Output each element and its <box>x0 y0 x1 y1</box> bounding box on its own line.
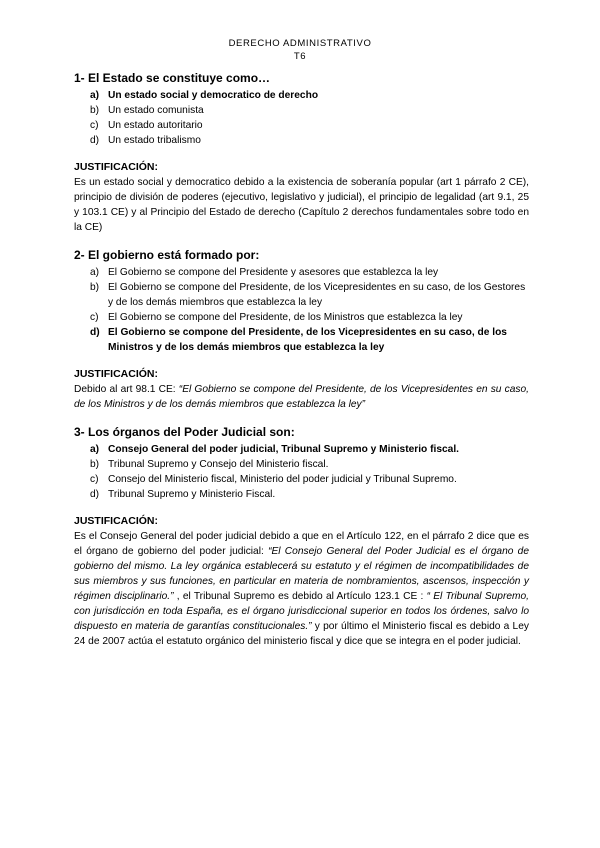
justification-text: , el Tribunal Supremo es debido al Artículo 123.1 CE : <box>173 591 427 602</box>
question-1-option-b <box>74 103 529 118</box>
justification-text: Es el Consejo General del poder judicial debido a que en el Artículo 122, en el párrafo 2 dice que es el órgano de gobierno del poder judicial: <box>74 531 529 557</box>
option-text: Un estado tribalismo <box>108 135 201 146</box>
option-text: Tribunal Supremo y Ministerio Fiscal. <box>108 489 276 500</box>
question-1-title: 1- El Estado se constituye como… <box>74 71 271 85</box>
question-1-option-d <box>74 133 529 148</box>
question-2-option-b <box>74 280 529 310</box>
justification-text: Debido al art 98.1 CE: <box>74 384 179 395</box>
option-text: El Gobierno se compone del Presidente, de los Vicepresidentes en su caso, de los Ministros y de los demás miembros que establezca la ley <box>108 327 507 353</box>
option-text: El Gobierno se compone del Presidente, de los Vicepresidentes en su caso, de los Gestores y de los demás miembros que establezca la ley <box>108 282 526 308</box>
option-text: Consejo del Ministerio fiscal, Ministerio del poder judicial y Tribunal Supremo. <box>108 474 457 485</box>
question-1-option-c <box>74 118 529 133</box>
option-letter: b) <box>90 459 100 470</box>
document-header-title: DERECHO ADMINISTRATIVO <box>228 38 372 49</box>
option-letter: c) <box>90 474 99 485</box>
question-1-option-a <box>74 88 529 103</box>
option-text: Consejo General del poder judicial, Tribunal Supremo y Ministerio fiscal. <box>108 444 459 455</box>
justification-quote: “El Consejo General del Poder Judicial es el órgano de gobierno del mismo. La ley orgánica establecerá su estatuto y el régimen de incompatibilidades de sus miembros y sus funciones, en particular en materia de nombramientos, ascensos, inspección y régimen disciplinario.” <box>74 546 530 602</box>
question-1-options <box>74 88 529 148</box>
justification-quote: “El Gobierno se compone del Presidente, de los Vicepresidentes en su caso, de los Ministros y de los demás miembros que establezca la ley” <box>74 384 529 410</box>
option-text: Un estado social y democratico de derecho <box>108 90 319 101</box>
justification-text: y por último el Ministerio fiscal es debido a Ley 24 de 2007 actúa el estatuto orgánico del ministerio fiscal y dice que se integra en el poder judicial. <box>74 621 529 647</box>
document-header-subtitle: T6 <box>293 51 307 62</box>
question-1-justification <box>74 175 529 235</box>
option-letter: d) <box>90 489 100 500</box>
question-3-title: 3- Los órganos del Poder Judicial son: <box>74 425 295 439</box>
question-2-justification-title: JUSTIFICACIÓN: <box>74 368 158 380</box>
option-letter: d) <box>90 327 100 338</box>
question-3-option-a <box>74 442 529 457</box>
question-2-option-a <box>74 265 529 280</box>
document-content <box>74 71 529 649</box>
question-2-justification <box>74 382 529 412</box>
option-letter: a) <box>90 444 100 455</box>
option-text: El Gobierno se compone del Presidente, de los Ministros que establezca la ley <box>108 312 463 323</box>
question-2-title: 2- El gobierno está formado por: <box>74 248 260 262</box>
question-1-justification-title: JUSTIFICACIÓN: <box>74 161 158 173</box>
option-letter: c) <box>90 312 99 323</box>
question-2-option-d <box>74 325 529 355</box>
question-2-options <box>74 265 529 355</box>
question-3-option-c <box>74 472 529 487</box>
option-text: El Gobierno se compone del Presidente y asesores que establezca la ley <box>108 267 439 278</box>
justification-text: Es un estado social y democratico debido a la existencia de soberanía popular (art 1 párrafo 2 CE), principio de división de poderes (ejecutivo, legislativo y judicial), el principio de legalidad (art 9.1, 25 y 103.1 CE) y al Principio del Estado de derecho (Capítulo 2 derechos fundamentales sobre todo en la CE) <box>74 177 529 233</box>
question-2-option-c <box>74 310 529 325</box>
option-letter: b) <box>90 105 100 116</box>
question-3-justification <box>74 529 529 649</box>
option-letter: c) <box>90 120 99 131</box>
option-letter: d) <box>90 135 100 146</box>
option-text: Tribunal Supremo y Consejo del Ministerio fiscal. <box>108 459 329 470</box>
question-3-justification-title: JUSTIFICACIÓN: <box>74 515 158 527</box>
justification-quote: “ El Tribunal Supremo, con jurisdicción en toda España, es el órgano jurisdiccional superior en todos los órdenes, salvo lo dispuesto en materia de garantías constitucionales.” <box>74 591 529 632</box>
option-letter: a) <box>90 267 100 278</box>
option-letter: a) <box>90 90 100 101</box>
question-3-option-b <box>74 457 529 472</box>
option-text: Un estado autoritario <box>108 120 203 131</box>
option-letter: b) <box>90 282 100 293</box>
option-text: Un estado comunista <box>108 105 204 116</box>
question-3-options <box>74 442 529 502</box>
question-3-option-d <box>74 487 529 502</box>
